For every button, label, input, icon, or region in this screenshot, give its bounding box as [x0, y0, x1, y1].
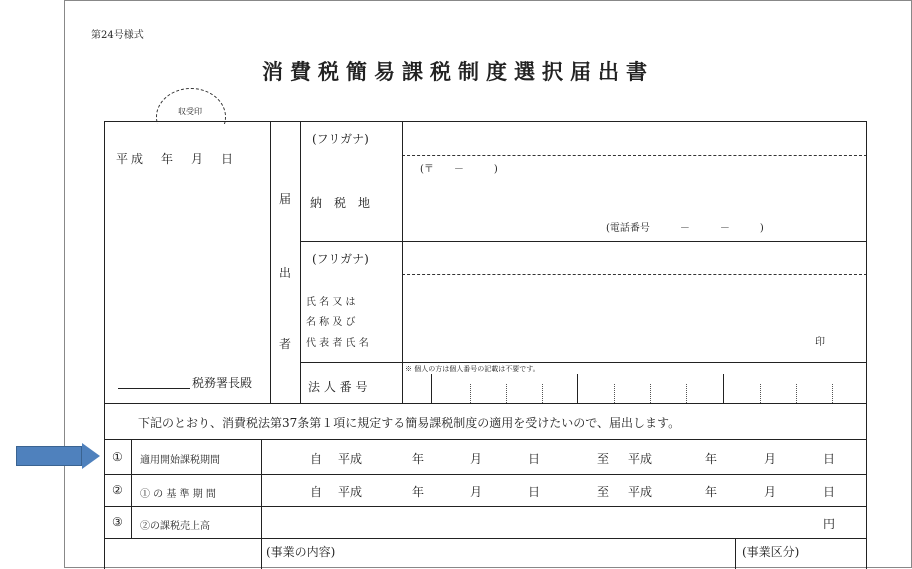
furigana-dash — [402, 274, 867, 275]
pointer-arrow-icon — [16, 446, 82, 466]
row-label: ②の課税売上高 — [140, 521, 210, 532]
column-divider — [300, 121, 301, 403]
digit-box-divider — [723, 374, 724, 403]
row-divider — [104, 538, 867, 539]
furigana-label: (フリガナ) — [312, 252, 369, 266]
row-number: ② — [112, 483, 123, 497]
column-divider — [261, 439, 262, 569]
table-border-right — [866, 121, 867, 569]
phone-number-field[interactable]: (電話番号 － － ) — [606, 223, 764, 234]
tax-office-blank — [118, 388, 190, 389]
name-label-line3: 代 表 者 氏 名 — [306, 338, 369, 349]
column-divider — [270, 121, 271, 403]
corp-number-label: 法 人 番 号 — [308, 380, 368, 394]
row-divider — [104, 403, 867, 404]
furigana-label: (フリガナ) — [312, 132, 369, 146]
digit-box-divider — [577, 374, 578, 403]
form-title: 消費税簡易課税制度選択届出書 — [262, 60, 654, 84]
yen-unit: 円 — [823, 517, 836, 531]
table-border-left — [104, 121, 105, 569]
applicant-char: 届 — [279, 192, 292, 206]
business-content-label: (事業の内容) — [266, 545, 336, 559]
column-divider — [402, 121, 403, 403]
applicant-char: 出 — [279, 266, 292, 280]
row-divider — [104, 506, 867, 507]
receipt-stamp-label: 収受印 — [178, 107, 202, 116]
tax-address-label: 納 税 地 — [310, 196, 371, 210]
row-number: ① — [112, 450, 123, 464]
name-label-line1: 氏 名 又 は — [306, 297, 356, 308]
name-label-line2: 名 称 及 び — [306, 317, 356, 328]
furigana-dash — [402, 155, 867, 156]
row-divider — [300, 362, 867, 363]
form-number: 第24号様式 — [91, 30, 144, 41]
table-border-top — [104, 121, 867, 122]
tax-office-addressee: 税務署長殿 — [192, 376, 253, 390]
submission-date: 平成 年 月 日 — [116, 152, 237, 166]
row-label: ① の 基 準 期 間 — [140, 489, 216, 500]
row-number: ③ — [112, 515, 123, 529]
digit-box-divider — [431, 374, 432, 403]
pointer-arrow-head-icon — [82, 443, 100, 469]
row-label: 適用開始課税期間 — [140, 455, 220, 466]
row-divider — [300, 241, 867, 242]
column-divider — [131, 439, 132, 538]
statement-text: 下記のとおり、消費税法第37条第１項に規定する簡易課税制度の適用を受けたいので、届出します。 — [138, 416, 681, 430]
business-category-label: (事業区分) — [742, 545, 800, 559]
seal-mark: 印 — [815, 337, 825, 348]
row-divider — [104, 474, 867, 475]
column-divider — [735, 538, 736, 569]
corp-number-note: ※ 個人の方は個人番号の記載は不要です。 — [405, 365, 540, 373]
postal-code-field[interactable]: (〒 － ) — [420, 164, 498, 175]
row-divider — [104, 439, 867, 440]
applicant-char: 者 — [279, 337, 292, 351]
